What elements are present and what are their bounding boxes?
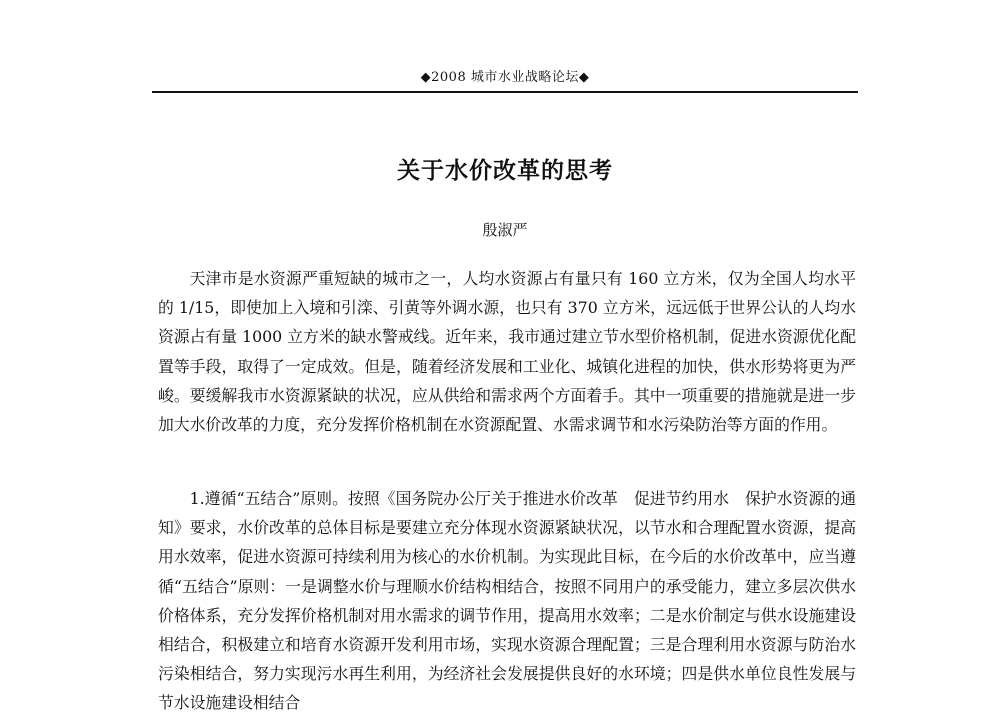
running-header: ◆2008 城市水业战略论坛◆	[420, 70, 590, 85]
header-rule	[152, 91, 858, 93]
article-title: 关于水价改革的思考	[397, 158, 613, 184]
body-paragraph-principles: 1.遵循“五结合”原则。按照《国务院办公厅关于推进水价改革 促进节约用水 保护水资源的通知》要求，水价改革的总体目标是要建立充分体现水资源紧缺状况，以节水和合理配置水资源，提高用水效率，促进水资源可持续利用为核心的水价机制。为实现此目标，在今后的水价改革中，应当遵循“五结合”原则：一是调整水价与理顺水价结构相结合，按照不同用户的承受能力，建立多层次供水价格体系，充分发挥价格机制对用水需求的调节作用，提高用水效率；二是水价制定与供水设施建设相结合，积极建立和培育水资源开发利用市场，实现水资源合理配置；三是合理利用水资源与防治水污染相结合，努力实现污水再生利用，为经济社会发展提供良好的水环境；四是供水单位良性发展与节水设施建设相结合	[158, 489, 856, 713]
article-author: 殷淑严	[482, 221, 528, 239]
body-paragraph-intro: 天津市是水资源严重短缺的城市之一，人均水资源占有量只有 160 立方米，仅为全国人均水平的 1/15，即使加上入境和引滦、引黄等外调水源，也只有 370 立方米，远远低于世界公认的人均水资源占有量 1000 立方米的缺水警戒线。近年来，我市通过建立节水型价格机制，促进水资源优化配置等手段，取得了一定成效。但是，随着经济发展和工业化、城镇化进程的加快，供水形势将更为严峻。要缓解我市水资源紧缺的状况，应从供给和需求两个方面着手。其中一项重要的措施就是进一步加大水价改革的力度，充分发挥价格机制在水资源配置、水需求调节和水污染防治等方面的作用。	[158, 269, 856, 435]
